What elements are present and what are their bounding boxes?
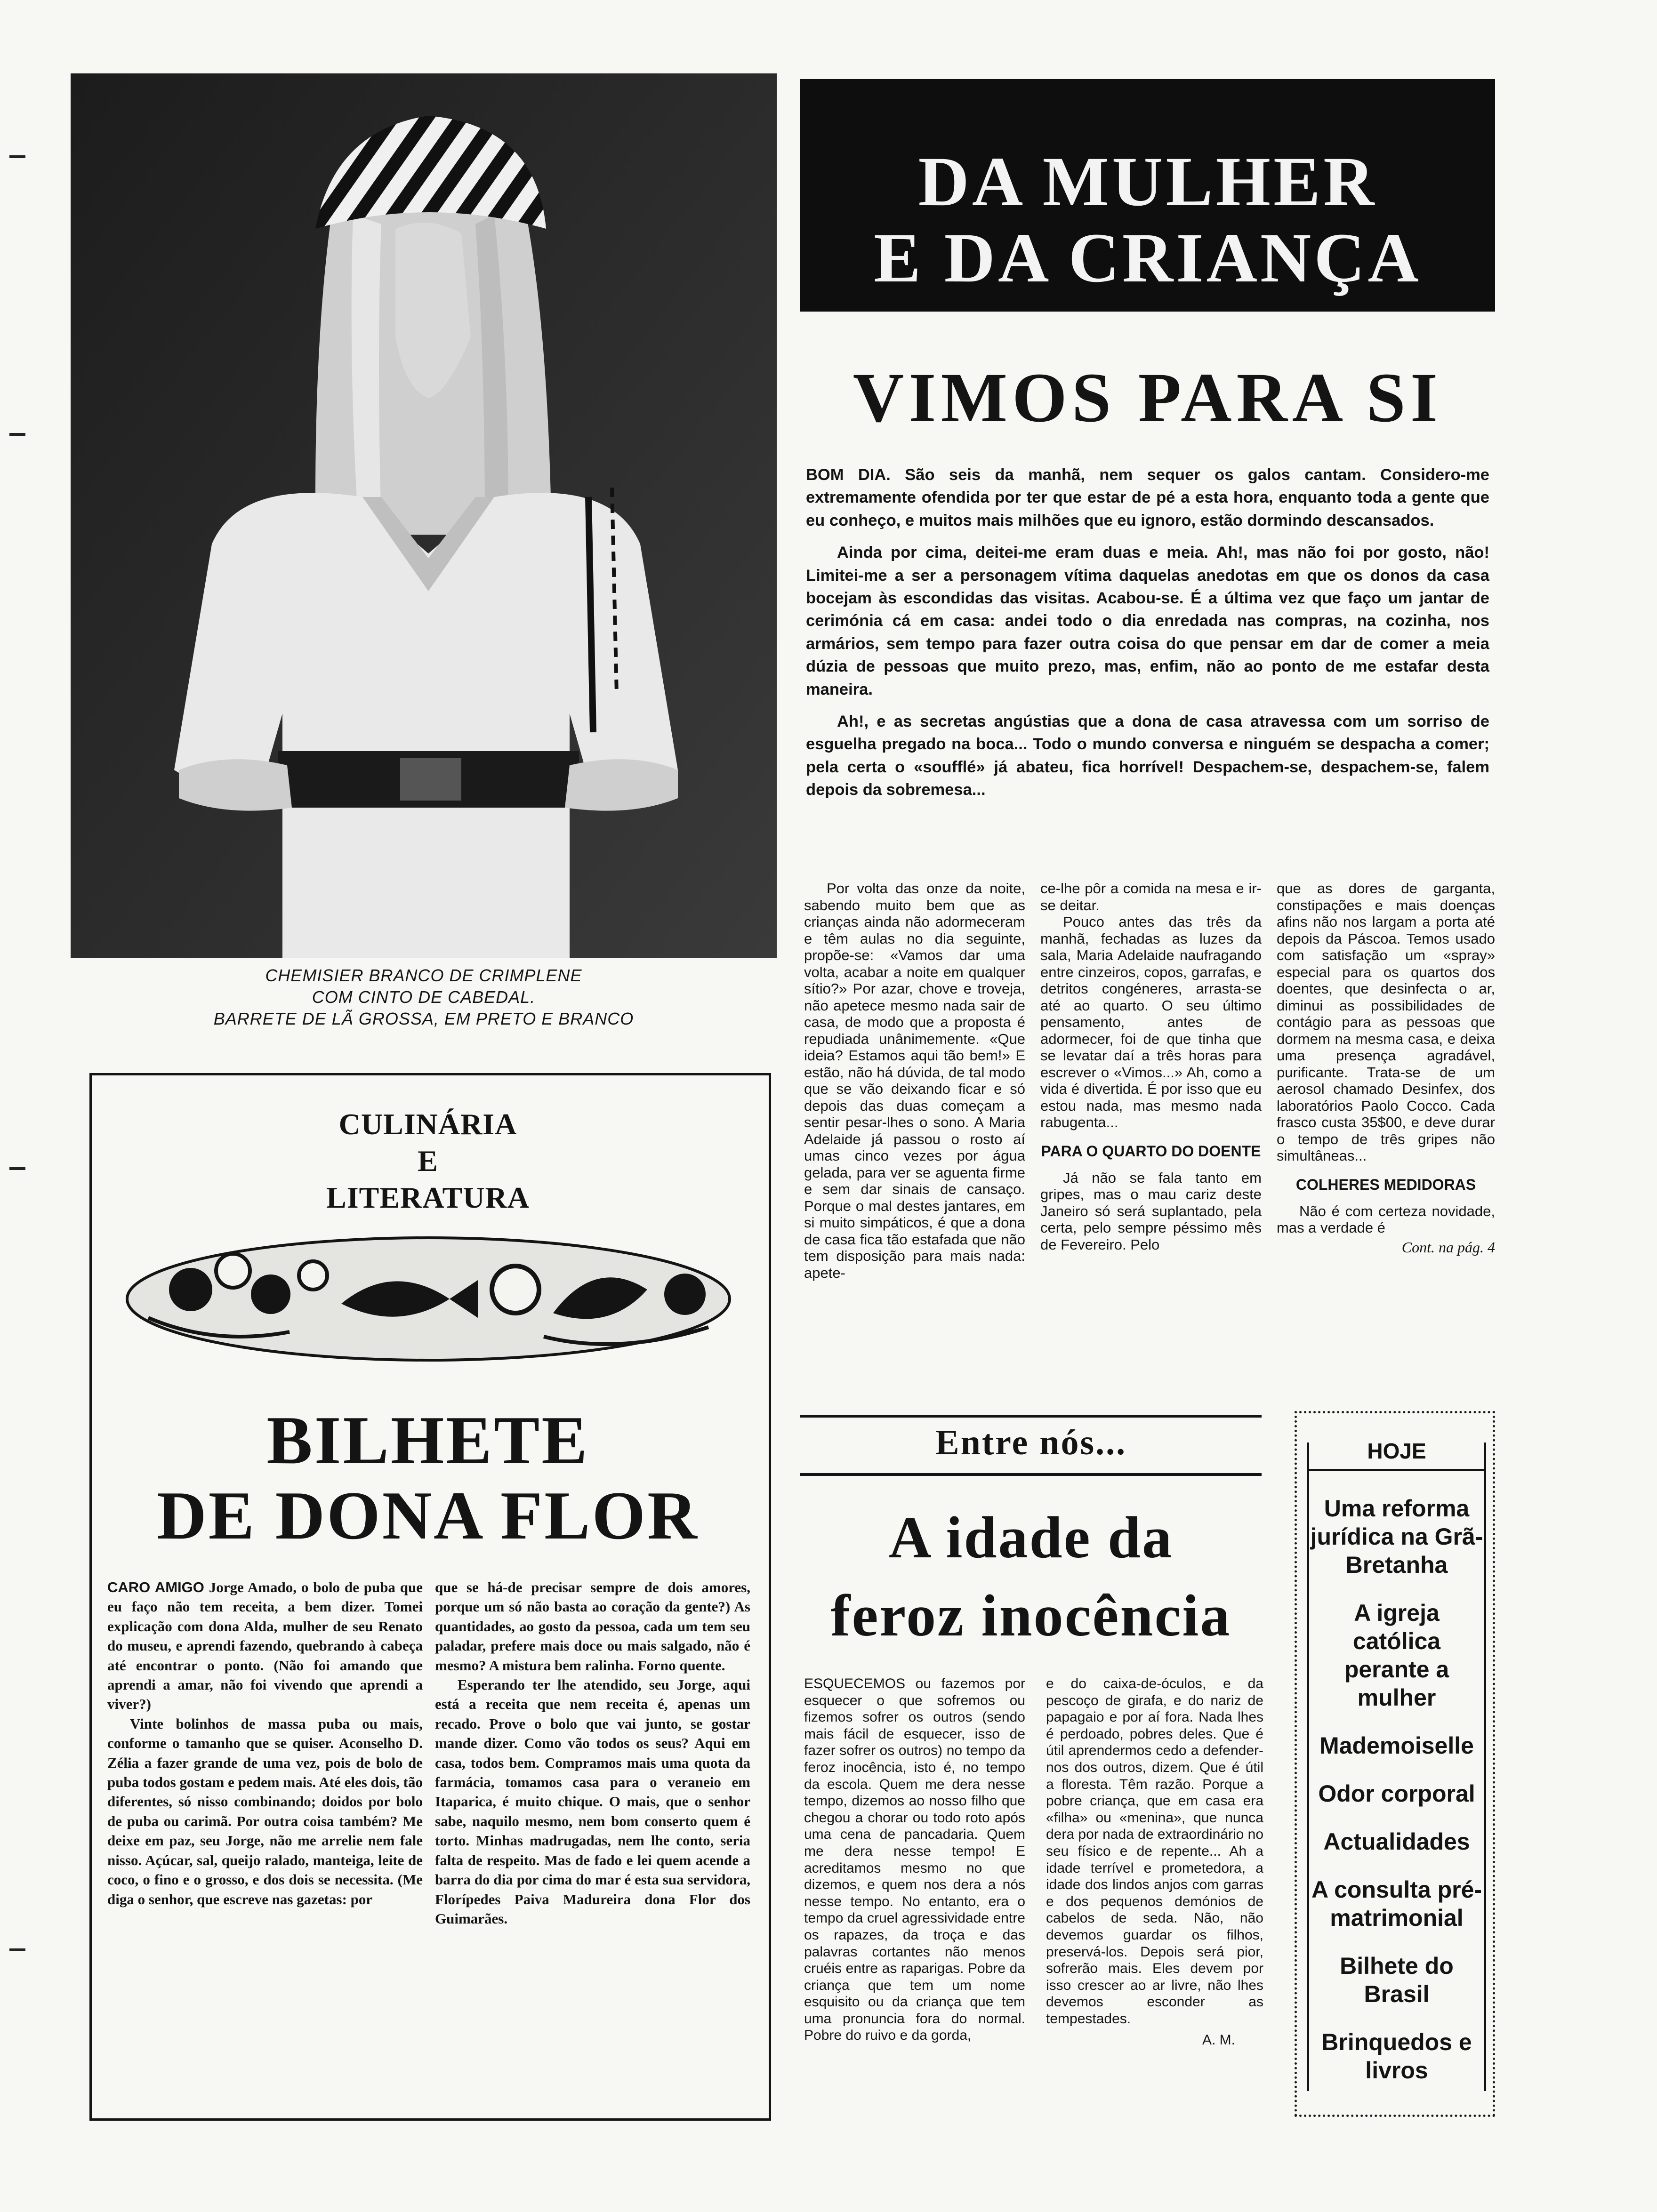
signature: A. M.	[1202, 2032, 1235, 2048]
hoje-title: HOJE	[1309, 1437, 1484, 1471]
hoje-list	[1309, 1494, 1484, 2104]
vimos-intro	[806, 464, 1489, 811]
margin-mark	[9, 1948, 25, 1951]
hoje-item[interactable]: Bilhete do Brasil	[1340, 1953, 1454, 2007]
hoje-item[interactable]: Actualidades	[1323, 1828, 1470, 1855]
entre-column-2	[1046, 1675, 1263, 2049]
title-line: LITERATURA	[326, 1181, 530, 1214]
article-paragraph: Esperando ter lhe atendido, seu Jorge, aqui está a receita que nem receita é, apenas um recado. Prove o bolo que vai junto, se gostar mande dizer. Como vão todos os seus? Aqui em casa, todos bem. Compramos mais uma quota da farmácia, tomamos casa para o veraneio em Itaparica, é muito chique. O mais, que o senhor sabe, naquilo mesmo, nem bom conserto quem é torto. Minhas madrugadas, nem lhe conto, seria falta de respeito. Mas de fado e lei quem acende a barra do dia por cima do mar é esta sua servidora, Florípedes Paiva Madureira dona Flor dos Guimarães.	[435, 1676, 750, 1927]
article-paragraph: ce-lhe pôr a comida na mesa e ir-se deitar.	[1040, 880, 1262, 914]
intro-paragraph: Ainda por cima, deitei-me eram duas e meia. Ah!, mas não foi por gosto, não! Limitei-me a ser a personagem vítima daquelas anedotas em que os donos da casa bocejam às escondidas das visitas. Acabou-se. É a última vez que faço um jantar de cerimónia cá em casa: andei todo o dia enredada nas compras, na cozinha, nos armários, sem tempo para fazer outra coisa do que pensar em dar de comer a meia dúzia de pessoas que muito prezo, mas, enfim, não ao ponto de me estafar desta maneira.	[806, 544, 1489, 698]
hoje-item[interactable]: Brinquedos e livros	[1321, 2029, 1472, 2084]
title-line: E	[418, 1144, 438, 1178]
section-masthead	[800, 79, 1495, 312]
article-paragraph: Já não se fala tanto em gripes, mas o mau cariz deste Janeiro só será suplantado, pela certa, pelo sempre péssimo mês de Fevereiro. Pelo	[1040, 1169, 1262, 1253]
vimos-column-1	[804, 880, 1025, 1281]
margin-mark	[9, 433, 25, 436]
lead-in: CARO AMIGO	[107, 1579, 204, 1595]
title-line: feroz inocência	[830, 1583, 1231, 1649]
article-paragraph: que as dores de garganta, constipações e mais doenças afins não nos largam a porta até depois da Páscoa. Temos usado com satisfação um «spray» especial para os quartos dos doentes, que desinfecta o ar, diminui as possibilidades de contágio para as pessoas que dormem na mesma casa, e deixa uma presença agradável, purificante. Trata-se de um aerosol chamado Desinfex, dos laboratórios Paolo Cocco. Cada frasco custa 35$00, e deve durar o tempo de três gripes não simultâneas...	[1277, 880, 1495, 1164]
fashion-photo-illustration	[71, 73, 777, 958]
food-illustration	[120, 1219, 737, 1365]
continued-note: Cont. na pág. 4	[1401, 1238, 1495, 1256]
article-paragraph: Pouco antes das três da manhã, fechadas as luzes da sala, Maria Adelaide naufragando entre cinzeiros, copos, garrafas, e detritos congéneres, arrasta-se até ao quarto. O seu último pensamento, antes de adormecer, foi de que tinha que se levatar daí a três horas para escrever o «Vimos...» Ah, como a vida é divertida. É por isso que eu estou nada, mas mesmo nada rabugenta...	[1040, 914, 1262, 1130]
entre-title	[800, 1499, 1262, 1655]
vimos-column-3	[1277, 880, 1495, 1256]
divider	[800, 1415, 1262, 1418]
caption-line: CHEMISIER BRANCO DE CRIMPLENE	[265, 966, 582, 985]
bilhete-column-2	[435, 1578, 750, 1928]
margin-mark	[9, 1167, 25, 1170]
article-text: Jorge Amado, o bolo de puba que eu faço não tem receita, a bem dizer. Tomei explicação com dona Alda, mulher de seu Renato do museu, e aprendi fazendo, quebrando à cabeça até encontrar o ponto. (Não foi amando que aprendi a amar, não foi vivendo que aprendi a viver?)	[107, 1579, 423, 1713]
title-line: CULINÁRIA	[338, 1107, 517, 1141]
title-line: A idade da	[888, 1505, 1174, 1571]
article-paragraph: Vinte bolinhos de massa puba ou mais, conforme o tamanho que se quiser. Aconselho D. Zélia a fazer grande de uma vez, pois de bolo de puba todos gostam e pedem mais. Até eles dois, tão diferentes, só nisso combinando; doidos por bolo de puba ou carimã. Por outra coisa também? Me deixe em paz, seu Jorge, não me arrelie nem fale nisso. Açúcar, sal, queijo ralado, manteiga, leite de coco, o fino e o grosso, e dos dois se necessita. (Me diga o senhor, que escreve nas gazetas: por	[107, 1715, 423, 1907]
article-paragraph: Não é com certeza novidade, mas a verdade é	[1277, 1202, 1495, 1236]
hoje-item[interactable]: A consulta pré-matrimonial	[1311, 1876, 1482, 1931]
hoje-inner	[1307, 1439, 1486, 2091]
article-paragraph: e do caixa-de-óculos, e da pescoço de girafa, e do nariz de papagaio e por aí fora. Nada lhes é perdoado, pobres deles. Que é útil aprendermos cedo a defender-nos dos outros, dizem. Que é útil a floresta. Têm razão. Porque a pobre criança, que em casa era «filha» ou «menina», que nunca dera por nada de extraordinário no seu físico e de repente... Ah a idade terrível e prometedora, a idade dos lindos anjos com garras e dos pequenos demónios de cabelos de seda. Não, não devemos guardar os filhos, preservá-los. Depois será pior, sofrerão mais. Eles devem por isso crescer ao ar livre, não lhes devemos esconder as tempestades.	[1046, 1676, 1263, 2027]
intro-paragraph: Ah!, e as secretas angústias que a dona de casa atravessa com um sorriso de esguelha pregado na boca... Todo o mundo conversa e ninguém se despacha a comer; pela certa o «soufflé» já abateu, fica horrível! Despachem-se, despachem-se, falem depois da sobremesa...	[806, 713, 1489, 799]
entre-column-1	[804, 1675, 1025, 2044]
photo-caption	[75, 965, 772, 1030]
article-paragraph: ESQUECEMOS ou fazemos por esquecer o que sofremos ou fizemos sofrer os outros (sendo mais fácil de esquecer, isso de fazer sofrer os outros) no tempo da feroz inocência, isto é, no tempo da escola. Quem me dera nesse tempo, dizemos ao nosso filho que chegou a chorar ou todo roto após uma cena de pancadaria. Quem me dera nesse tempo! E acreditamos mesmo no que dizemos, e quem nos dera a nós nesse tempo. No entanto, era o tempo da cruel agressividade entre os rapazes, da troça e das palavras cortantes não menos cruéis entre as raparigas. Pobre da criança que tem um nome esquisito ou da criança que tem uma pronuncia fora do normal. Pobre do ruivo e da gorda,	[804, 1676, 1025, 2044]
vimos-column-2	[1040, 880, 1262, 1253]
divider	[800, 1473, 1262, 1476]
hoje-item[interactable]: Mademoiselle	[1319, 1732, 1474, 1759]
hoje-item[interactable]: Odor corporal	[1318, 1780, 1475, 1807]
masthead-line-1: DA MULHER	[918, 143, 1377, 221]
subheading: PARA O QUARTO DO DOENTE	[1041, 1142, 1261, 1160]
margin-mark	[9, 155, 25, 158]
hoje-item[interactable]: Uma reforma jurídica na Grã-Bretanha	[1310, 1495, 1483, 1578]
culinaria-title	[89, 1106, 766, 1216]
title-line: DE DONA FLOR	[157, 1477, 699, 1554]
vimos-title: VIMOS PARA SI	[853, 359, 1443, 437]
bilhete-title	[89, 1403, 766, 1553]
caption-line: COM CINTO DE CABEDAL.	[312, 987, 536, 1007]
article-paragraph: Por volta das onze da noite, sabendo muito bem que as crianças ainda não adormeceram e têm aulas no dia seguinte, propõe-se: «Vamos dar uma volta, acabar a noite em qualquer sítio?» Por azar, chove e troveja, não apetece mesmo nada sair de casa, de modo que a proposta é repudiada unânimemente. «Que ideia? Estamos aqui tão bem!» E estão, não há dúvida, de tal modo que se vão deixando ficar e só depois das duas começam a sentir pesar-lhes o sono. A Maria Adelaide já passou o rosto aí umas cinco vezes por água gelada, para ver se aguenta firme e sem dar sinais de cansaço. Porque o mal destes jantares, em si muito simpáticos, é que a dona de casa fica tão estafada que não tem disposição para mais nada: apete-	[804, 880, 1025, 1281]
title-line: BILHETE	[266, 1402, 589, 1478]
hoje-item[interactable]: A igreja católica perante a mulher	[1344, 1600, 1449, 1711]
caption-line: BARRETE DE LÃ GROSSA, EM PRETO E BRANCO	[213, 1009, 634, 1028]
article-paragraph: que se há-de precisar sempre de dois amores, porque um só não basta ao coração da gente?) As quantidades, ao gosto da pessoa, cada um tem seu paladar, prefere mais doce ou mais salgado, não é mesmo? A mistura bem ralinha. Forno quente.	[435, 1579, 750, 1674]
entre-kicker: Entre nós...	[935, 1423, 1127, 1462]
masthead-line-2: E DA CRIANÇA	[874, 219, 1422, 297]
bilhete-column-1	[107, 1578, 423, 1909]
hoje-box	[1295, 1411, 1495, 2117]
fashion-photo	[71, 73, 777, 958]
subheading: COLHERES MEDIDORAS	[1295, 1176, 1476, 1193]
intro-paragraph: BOM DIA. São seis da manhã, nem sequer os galos cantam. Considero-me extremamente ofendida por ter que estar de pé a esta hora, enquanto toda a gente que eu conheço, e muitos mais milhões que eu ignoro, estão dormindo descansados.	[806, 466, 1489, 529]
